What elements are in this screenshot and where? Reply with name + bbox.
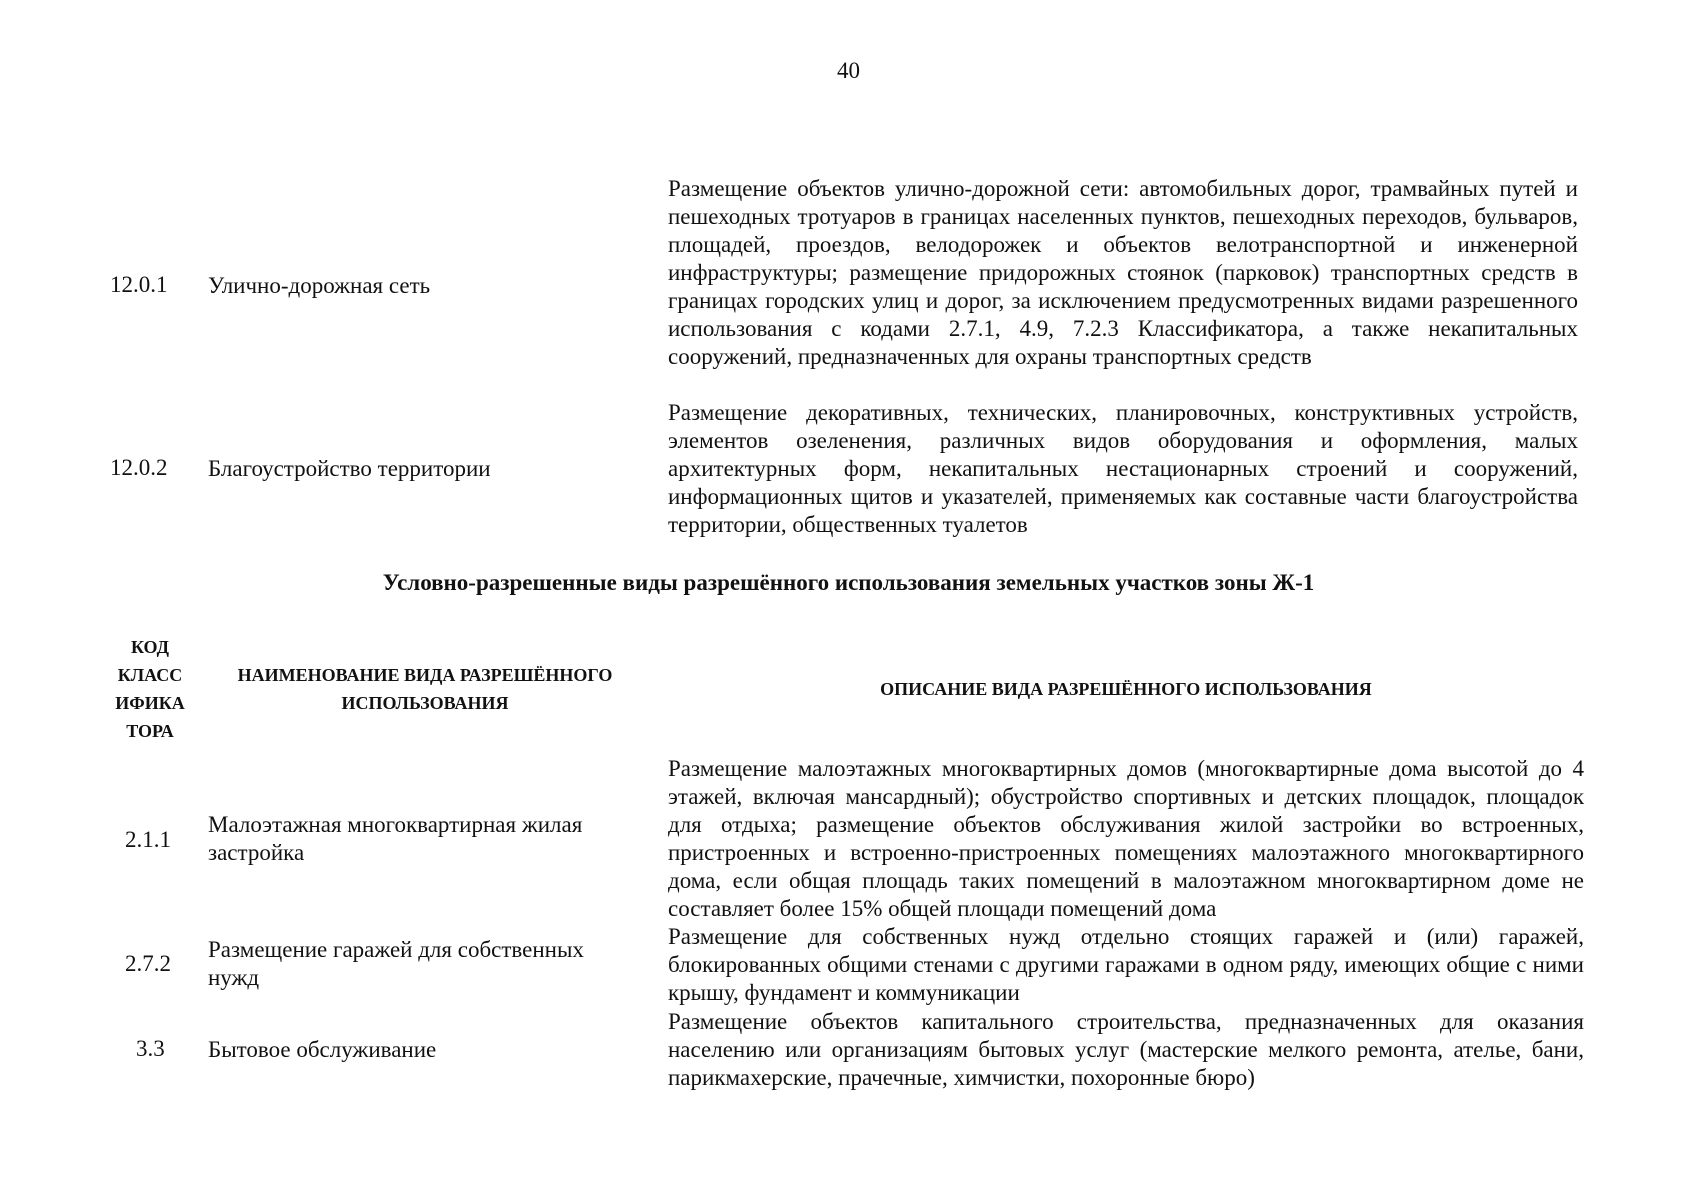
row-code: 2.7.2 [125, 951, 171, 976]
header-code-line: КОД [130, 637, 170, 657]
section-title: Условно-разрешенные виды разрешённого использования земельных участков зоны Ж-1 [382, 570, 1315, 595]
row-description: Размещение для собственных нужд отдельно стоящих гаражей и (или) гаражей, блокированных общими стенами с другими гаражами в одном ряду, имеющих общие с ними крышу, фундамент и коммуникации [668, 924, 1584, 1005]
row-name: Улично-дорожная сеть [208, 273, 431, 298]
header-description: ОПИСАНИЕ ВИДА РАЗРЕШЁННОГО ИСПОЛЬЗОВАНИЯ [880, 679, 1372, 699]
row-name: Бытовое обслуживание [208, 1037, 437, 1062]
row-description: Размещение объектов капитального строительства, предназначенных для оказания населению или организациям бытовых услуг (мастерские мелкого ремонта, ателье, бани, парикмахерские, прачечные, химчистки, похоронные бюро) [668, 1009, 1584, 1090]
page-number: 40 [837, 58, 860, 83]
row-description: Размещение объектов улично-дорожной сети: автомобильных дорог, трамвайных путей и пешеходных тротуаров в границах населенных пунктов, пешеходных переходов, бульваров, площадей, проездов, велодорожек и объектов велотранспортной и инженерной инфраструктуры; размещение придорожных стоянок (парковок) транспортных средств в границах городских улиц и дорог, за исключением предусмотренных видами разрешенного использования с кодами 2.7.1, 4.9, 7.2.3 Классификатора, а также некапитальных сооружений, предназначенных для охраны транспортных средств [668, 176, 1578, 369]
row-description: Размещение малоэтажных многоквартирных домов (многоквартирные дома высотой до 4 этажей, включая мансардный); обустройство спортивных и детских площадок, площадок для отдыха; размещение объектов обслуживания жилой застройки во встроенных, пристроенных и встроенно-пристроенных помещениях малоэтажного многоквартирного дома, если общая площадь таких помещений в малоэтажном многоквартирном доме не составляет более 15% общей площади помещений дома [668, 756, 1584, 921]
row-code: 2.1.1 [125, 827, 171, 852]
header-name-line: ИСПОЛЬЗОВАНИЯ [341, 693, 509, 713]
row-name: Благоустройство территории [208, 456, 491, 481]
row-code: 12.0.2 [110, 455, 168, 480]
header-name [215, 661, 635, 717]
header-code-line: ТОРА [126, 721, 174, 741]
header-code-line: КЛАСС [117, 665, 183, 685]
header-code-line: ИФИКА [115, 693, 185, 713]
row-name: Малоэтажная многоквартирная жилая застройка [208, 812, 583, 865]
header-code [105, 633, 195, 745]
row-code: 12.0.1 [110, 272, 168, 297]
row-description: Размещение декоративных, технических, планировочных, конструктивных устройств, элементов озеленения, различных видов оборудования и оформления, малых архитектурных форм, некапитальных нестационарных строений и сооружений, информационных щитов и указателей, применяемых как составные части благоустройства территории, общественных туалетов [668, 400, 1578, 537]
header-name-line: НАИМЕНОВАНИЕ ВИДА РАЗРЕШЁННОГО [237, 665, 613, 685]
row-code: 3.3 [136, 1036, 165, 1061]
row-name: Размещение гаражей для собственных нужд [208, 937, 584, 990]
